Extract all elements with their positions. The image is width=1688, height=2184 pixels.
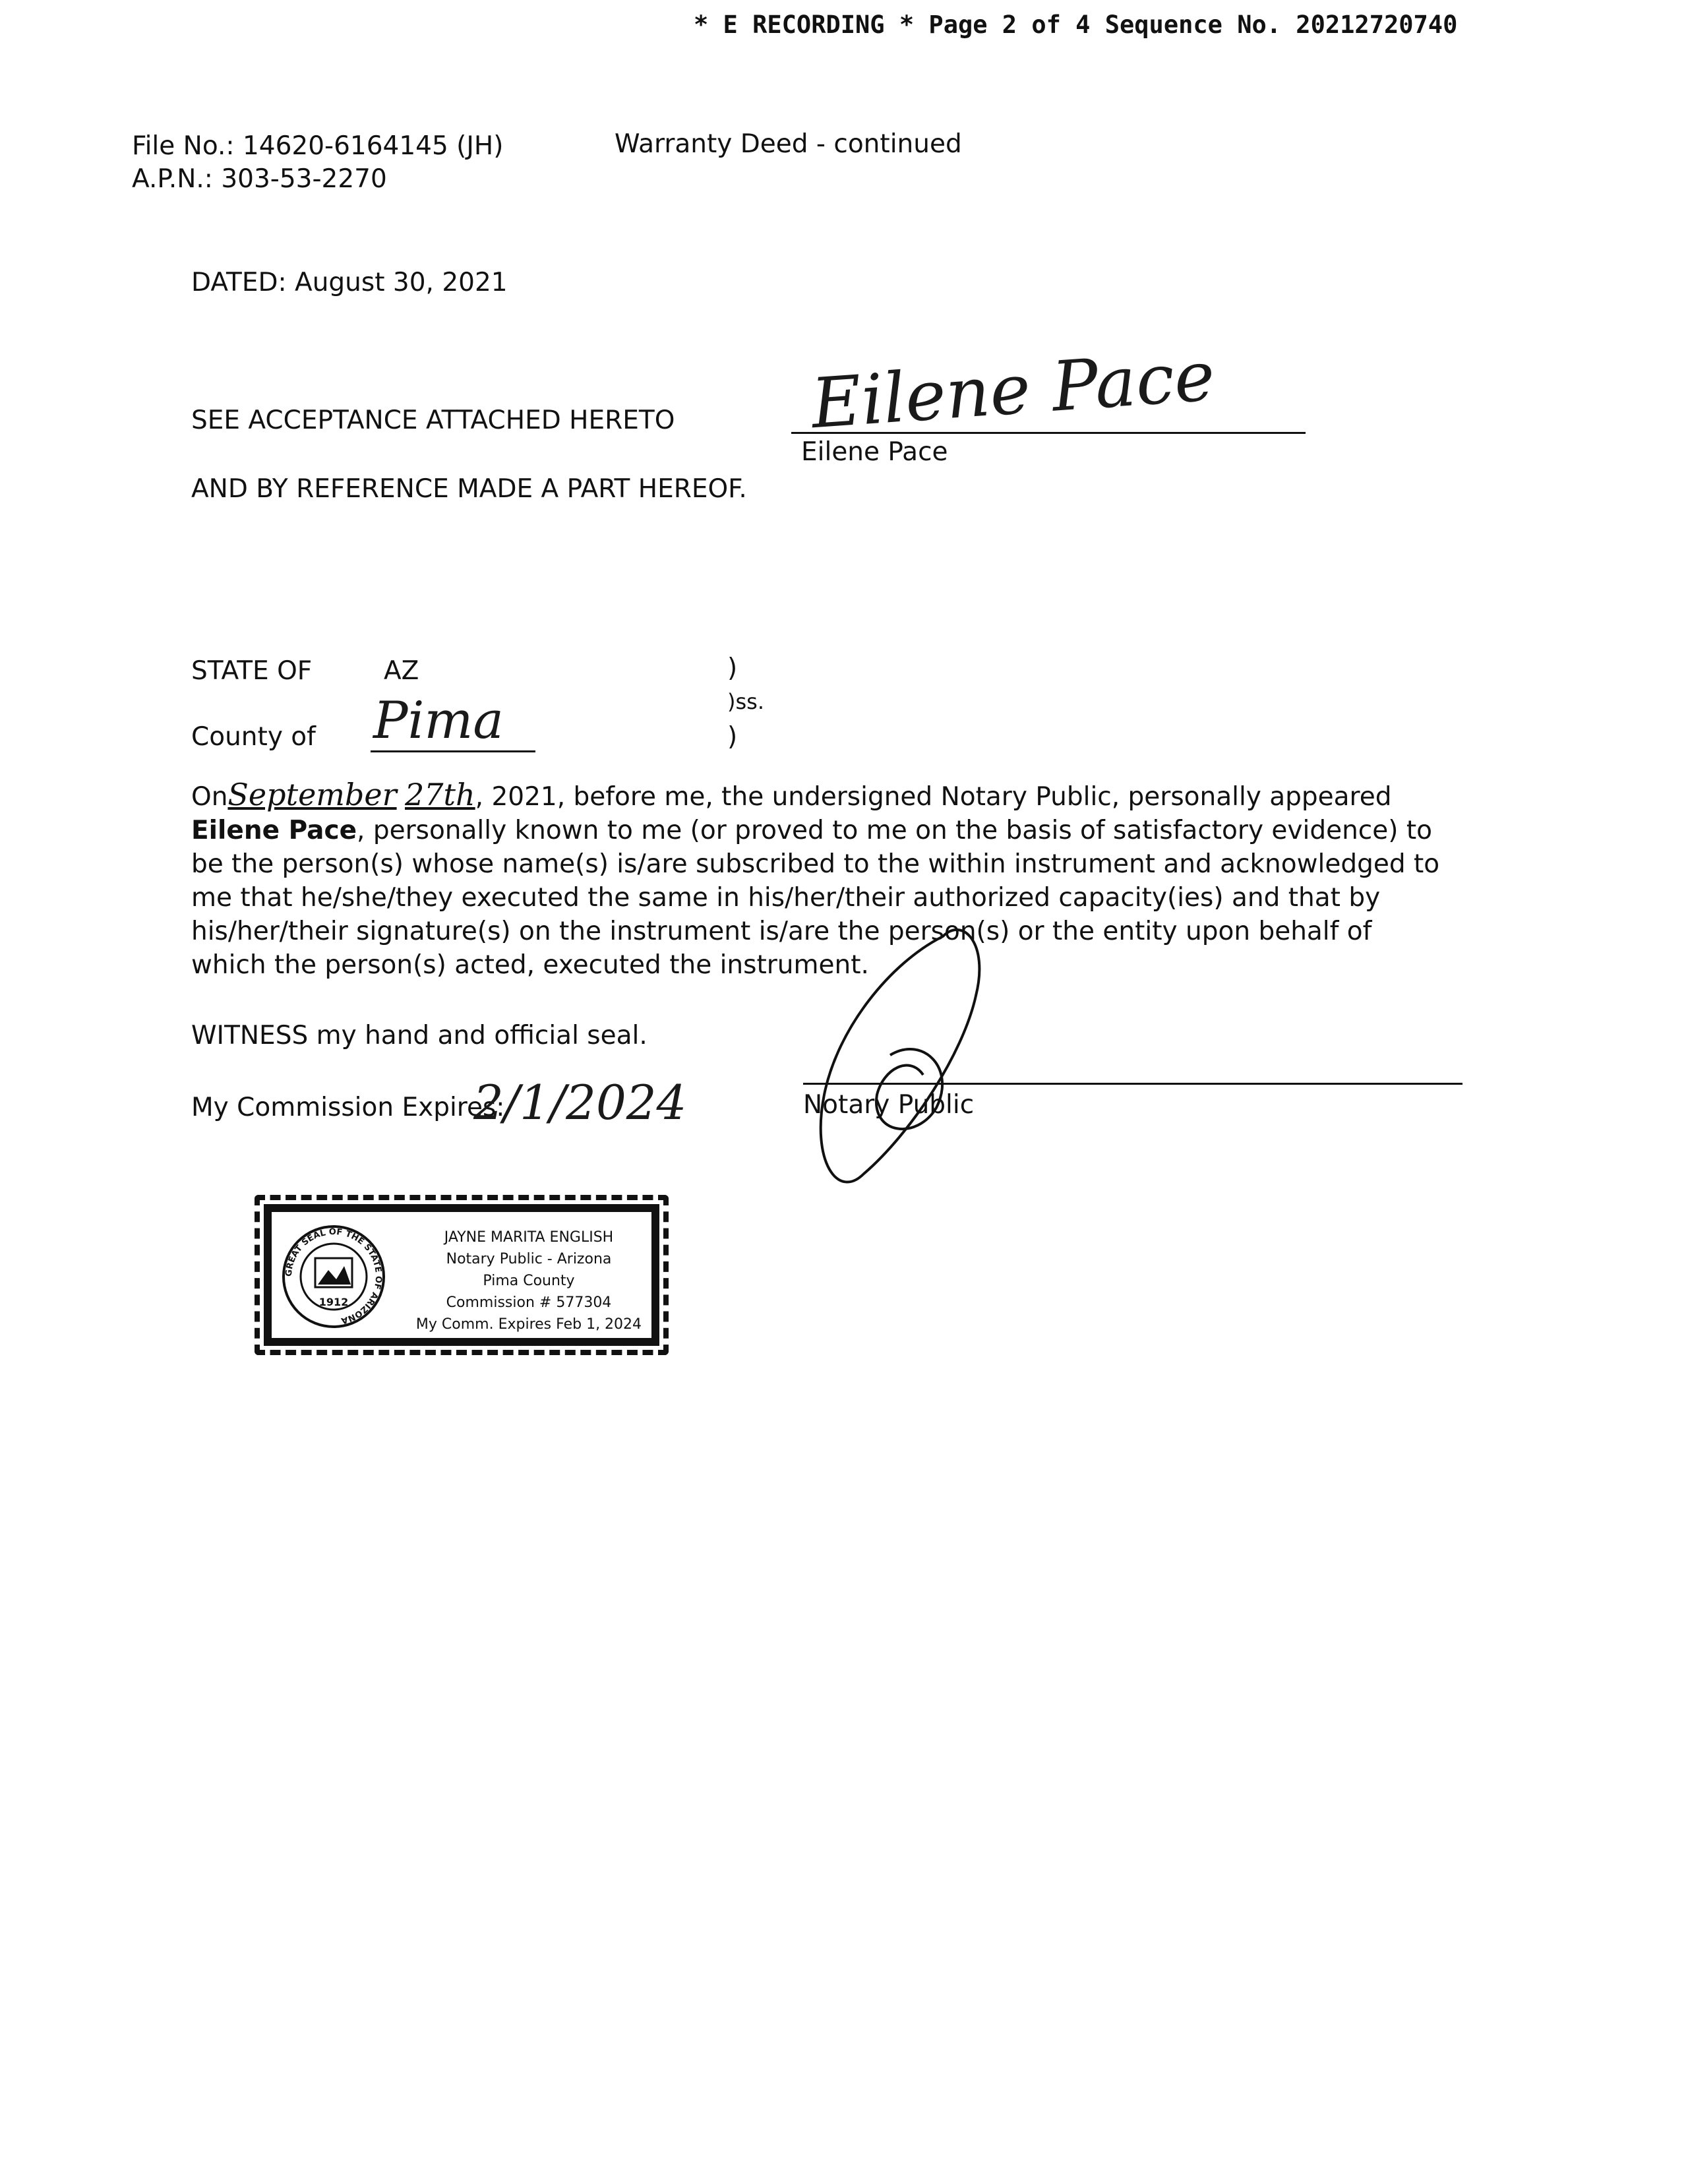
witness-line: WITNESS my hand and official seal. bbox=[191, 1021, 648, 1050]
ack-text-b: , personally known to me (or proved to me on the basis of satisfactory evidence) to be the person(s) whose name(s) is/are subscribed to the within instrument and acknowledged to me that he/she/they executed the same in his/her/their authorized capacity(ies) and that by his/her/their signature(s) on the instrument is/are the person(s) or the entity upon behalf of which the person(s) acted, executed the instrument. bbox=[191, 816, 1440, 980]
seal-ring-text: GREAT SEAL OF THE STATE OF ARIZONA bbox=[284, 1227, 384, 1325]
ack-text-a: , 2021, before me, the undersigned Notary Public, personally appeared bbox=[475, 782, 1392, 812]
acceptance-line-1: SEE ACCEPTANCE ATTACHED HERETO bbox=[191, 406, 675, 435]
commission-date-handwritten: 2/1/2024 bbox=[473, 1075, 687, 1130]
ack-name-bold: Eilene Pace bbox=[191, 816, 357, 845]
county-handwritten: Pima bbox=[373, 691, 504, 750]
ack-month-handwritten: September bbox=[227, 777, 397, 812]
dated-line: DATED: August 30, 2021 bbox=[191, 268, 508, 297]
seal-line-title: Notary Public - Arizona bbox=[446, 1251, 612, 1267]
county-underline bbox=[371, 750, 535, 752]
grantor-printed-name: Eilene Pace bbox=[801, 437, 948, 467]
notary-public-label: Notary Public bbox=[803, 1090, 975, 1120]
commission-label: My Commission Expires: bbox=[191, 1093, 505, 1122]
ack-day-handwritten: 27th bbox=[405, 777, 475, 812]
document-title: Warranty Deed - continued bbox=[615, 129, 962, 159]
notary-signature-scribble bbox=[811, 923, 996, 1200]
seal-line-expires: My Comm. Expires Feb 1, 2024 bbox=[415, 1316, 642, 1333]
notary-seal-stamp bbox=[264, 1204, 659, 1346]
county-label: County of bbox=[191, 722, 316, 752]
paren-ss: )ss. bbox=[727, 689, 764, 714]
seal-line-name: JAYNE MARITA ENGLISH bbox=[444, 1229, 614, 1246]
apn-number: A.P.N.: 303-53-2270 bbox=[132, 164, 387, 194]
grantor-signature: Eilene Pace bbox=[808, 335, 1218, 444]
grantor-signature-line bbox=[791, 432, 1306, 434]
seal-line-county: Pima County bbox=[483, 1273, 575, 1289]
seal-line-commission: Commission # 577304 bbox=[446, 1294, 612, 1311]
file-number: File No.: 14620-6164145 (JH) bbox=[132, 131, 504, 161]
paren-top: ) bbox=[727, 653, 738, 683]
state-value: AZ bbox=[384, 656, 419, 686]
paren-bottom: ) bbox=[727, 722, 738, 752]
seal-year: 1912 bbox=[318, 1296, 349, 1308]
acceptance-line-2: AND BY REFERENCE MADE A PART HEREOF. bbox=[191, 474, 747, 504]
ack-on: On bbox=[191, 782, 228, 812]
arizona-seal-icon bbox=[281, 1224, 386, 1329]
recording-header: * E RECORDING * Page 2 of 4 Sequence No. 20212720740 bbox=[694, 11, 1458, 39]
notary-signature-line bbox=[803, 1083, 1462, 1085]
state-label: STATE OF bbox=[191, 656, 313, 686]
